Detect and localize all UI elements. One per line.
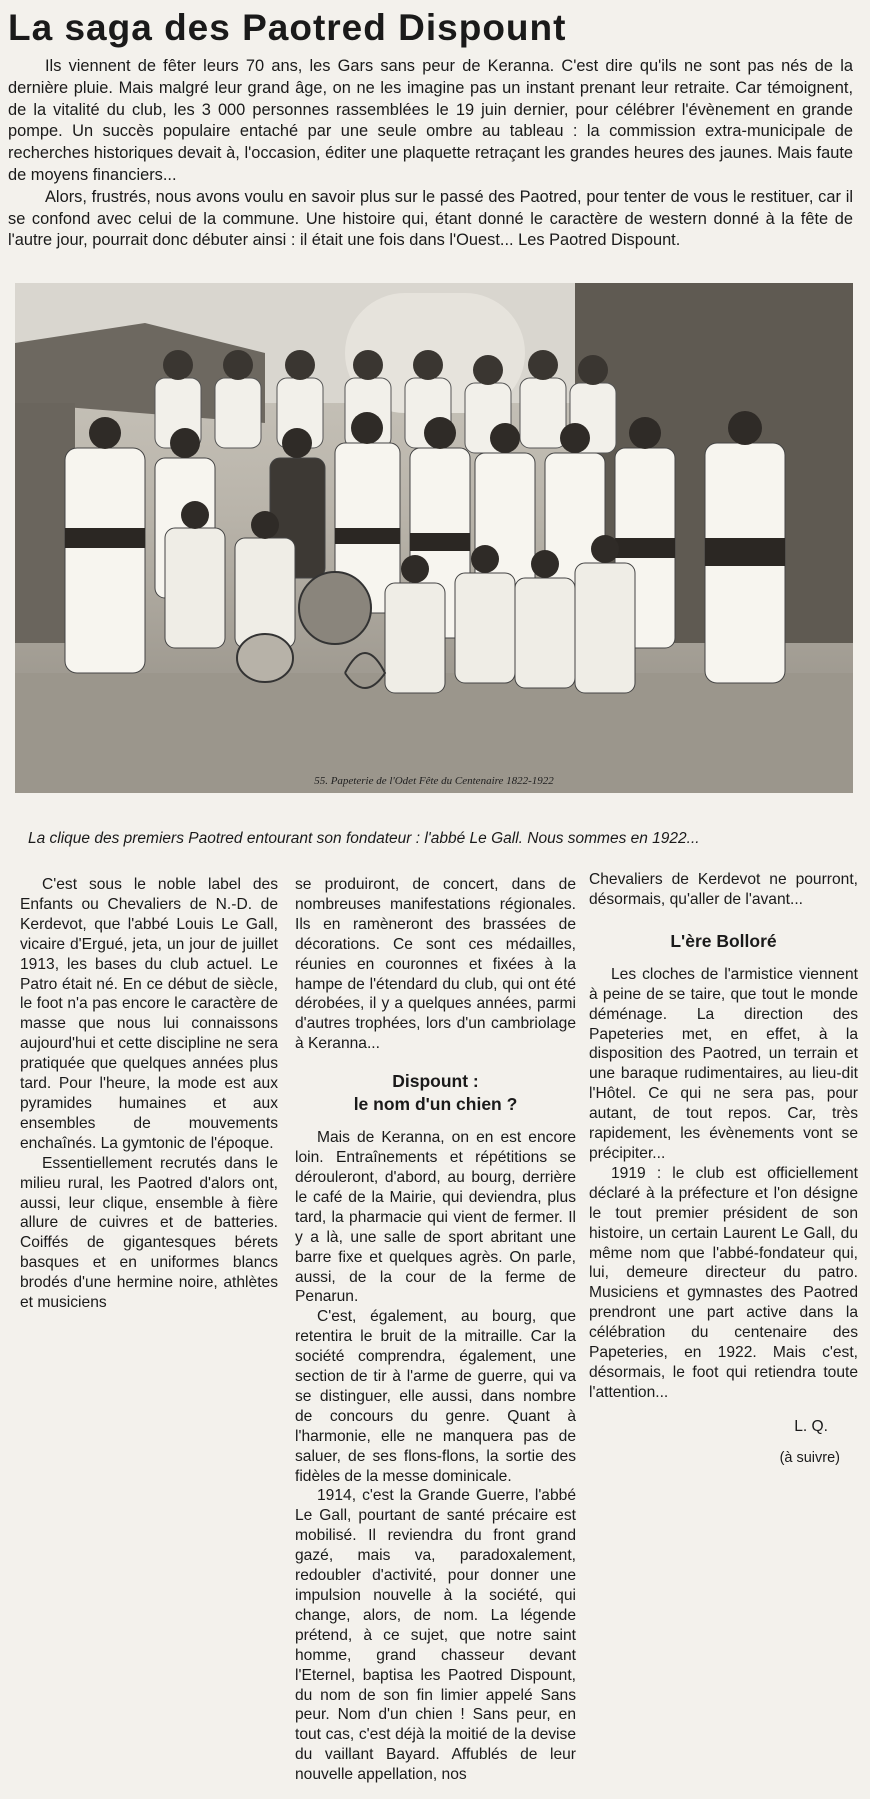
snare-drum — [237, 634, 293, 682]
to-be-continued: (à suivre) — [779, 1449, 840, 1466]
intro-paragraph-2: Alors, frustrés, nous avons voulu en savoir plus sur le passé des Paotred, pour tenter de vous le restituer, car il se confond avec celui de la commune. Une histoire qui, étant donné le caractère de western donné à la fête de l'autre jour, pourrait donc débuter ainsi : il était une fois dans l'Ouest... Les Paotred Dispount. — [8, 187, 853, 250]
col3-continuation: Chevaliers de Kerdevot ne pourront, désormais, qu'aller de l'avant... — [589, 871, 858, 908]
subhead-bollore: L'ère Bolloré — [670, 930, 777, 951]
col1-paragraph-1: C'est sous le noble label des Enfants ou Chevaliers de N.-D. de Kerdevot, que l'abbé Louis Le Gall, vicaire d'Ergué, jeta, un jour de juillet 1913, les bases du club actuel. Le Patro était né. En ce début de siècle, le foot n'a pas encore le caractère de masse que nous lui connaissons aujourd'hui et cette discipline ne sera pratiquée que quelques années plus tard. Pour l'heure, la mode est aux pyramides humaines et aux ensembles de mouvements enchaînés. La gymtonic de l'époque. — [20, 876, 278, 1152]
photo-caption: La clique des premiers Paotred entourant son fondateur : l'abbé Le Gall. Nous sommes en 1922... — [28, 830, 700, 847]
subhead-dispount — [295, 1070, 576, 1116]
author-signature: L. Q. — [794, 1417, 828, 1435]
column-3 — [589, 870, 858, 1469]
col3-paragraph-1: Les cloches de l'armistice viennent à peine de se taire, que tout le monde déménage. La direction des Papeteries met, en effet, à la disposition des Paotred, un terrain et une baraque rudimentaires, au lieu-dit l'Hôtel. Ce qui ne sera pas, pour autant, de tout repos. Car, très rapidement, les évènements vont se précipiter... — [589, 965, 858, 1162]
subhead-dispount-line1: Dispount : — [392, 1071, 479, 1092]
column-2 — [295, 875, 576, 1785]
headline: La saga des Paotred Dispount — [8, 7, 567, 48]
col2-continuation: se produiront, de concert, dans de nombreuses manifestations régionales. Ils en ramèneront des brassées de décorations. Ce sont ces médailles, réunies en couronnes et fixées à la hampe de l'étendard du club, qui ont été dérobées, il y a quelques années, parmi d'autres trophées, lors d'un cambriolage à Keranna... — [295, 876, 576, 1053]
col2-paragraph-1: Mais de Keranna, on en est encore loin. Entraînements et répétitions se dérouleront, d'abord, au bourg, derrière le café de la Mairie, qui deviendra, plus tard, la pharmacie qui vient de fermer. Il y a là, une salle de sport abritant une barre fixe et quelques agrès. On parle, aussi, de la cour de la ferme de Penarun. — [295, 1129, 576, 1306]
bass-drum — [299, 572, 371, 644]
intro-paragraph-1: Ils viennent de fêter leurs 70 ans, les Gars sans peur de Keranna. C'est dire qu'ils ne sont pas nés de la dernière pluie. Mais malgré leur grand âge, on ne les imagine pas un instant prenant leur retraite. Car témoignent, de la vitalité du club, les 3 000 personnes rassemblées le 19 juin dernier, pour célébrer l'évènement en grande pompe. Un succès populaire entaché par une seule ombre au tableau : la commission extra-municipale de recherches historiques devait à, l'occasion, éditer une plaquette retraçant les grandes heures des jaunes. Mais faute de moyens financiers... — [8, 57, 853, 184]
photo-print-caption: 55. Papeterie de l'Odet Fête du Centenaire 1822-1922 — [314, 775, 554, 787]
group-photo-illustration — [15, 283, 853, 793]
col1-paragraph-2: Essentiellement recrutés dans le milieu rural, les Paotred d'alors ont, aussi, leur clique, ensemble à fière allure de cuivres et de batteries. Coiffés de gigantesques bérets basques et en uniformes blancs brodés d'une hermine noire, athlètes et musiciens — [20, 1154, 278, 1312]
intro-paragraphs — [8, 56, 853, 252]
back-row — [155, 378, 616, 453]
col2-paragraph-2: C'est, également, au bourg, que retentira le bruit de la mitraille. Car la société comprendra, également, une section de tir à l'arme de guerre, qui va se distinguer, elle aussi, dans nombre de concours du genre. Quant à l'harmonie, elle ne manquera pas de saluer, de ses flons-flons, la sortie des fidèles de la messe dominicale. — [295, 1308, 576, 1485]
col2-paragraph-3: 1914, c'est la Grande Guerre, l'abbé Le Gall, pourtant de santé précaire est mobilisé. Il reviendra du front grand gazé, mais va, paradoxalement, redoubler d'activité, pour donner une impulsion nouvelle à la société, qui change, alors, de nom. La légende prétend, à ce sujet, que notre saint homme, grand chasseur devant l'Eternel, baptisa les Paotred Dispount, du nom de son fin limier appelé Sans peur. Nom d'un chien ! Sans peur, en tout cas, c'est déjà la moitié de la devise du vaillant Bayard. Affublés de leur nouvelle appellation, nos — [295, 1487, 576, 1784]
group-photo — [15, 283, 853, 793]
col3-paragraph-2: 1919 : le club est officiellement déclaré à la préfecture et l'on désigne le tout premier président de son histoire, un certain Laurent Le Gall, du même nom que l'abbé-fondateur qui, lui, demeure directeur du patro. Musiciens et gymnastes des Paotred prendront une part active dans la célébration du centenaire des Papeteries, en 1922. Mais c'est, désormais, le foot qui retiendra toute l'attention... — [589, 1164, 858, 1401]
subhead-dispount-line2: le nom d'un chien ? — [353, 1094, 518, 1115]
column-1 — [20, 875, 278, 1313]
